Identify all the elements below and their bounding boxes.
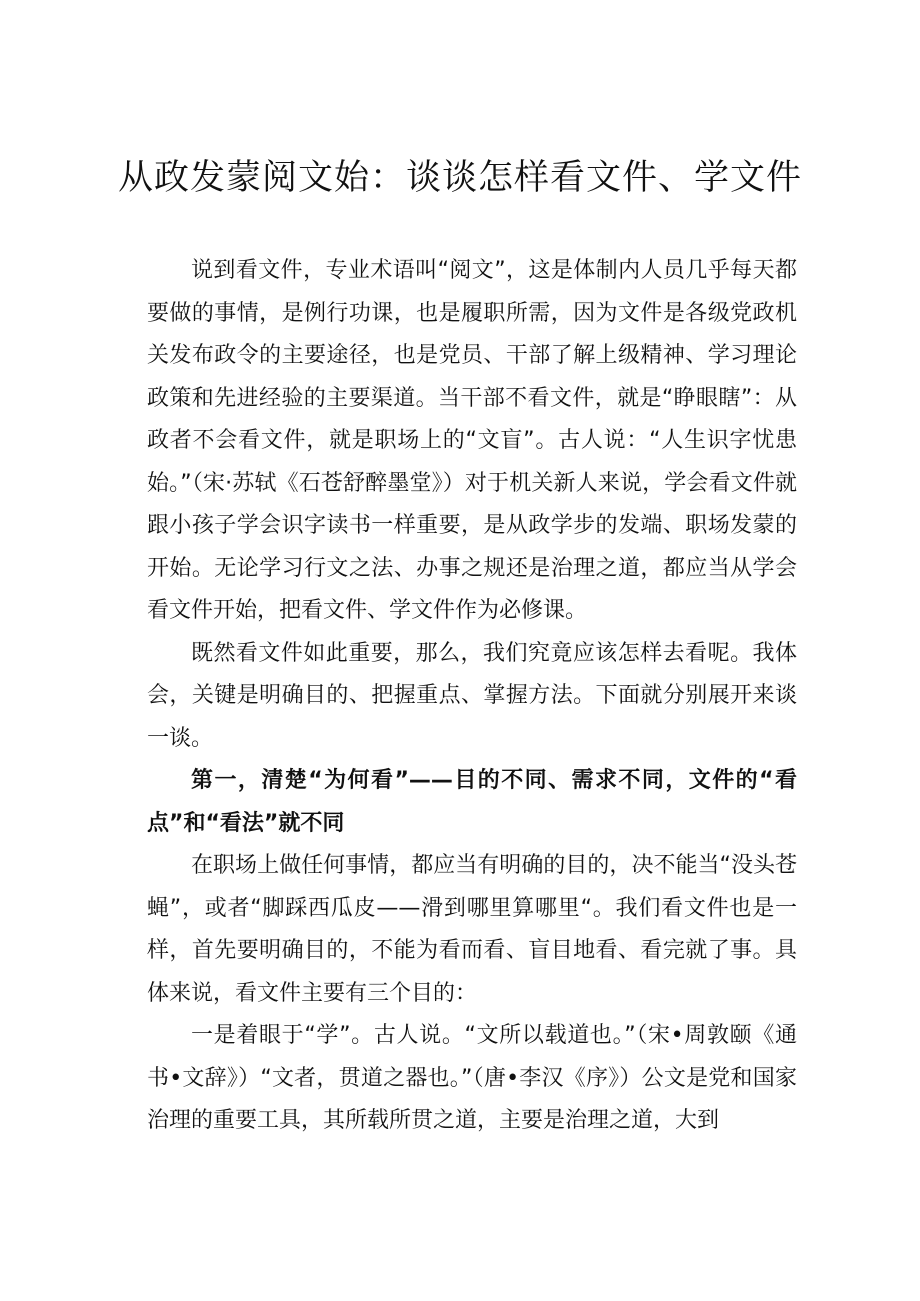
- paragraph-learn: 一是着眼于“学”。古人说。“文所以载道也。”（宋•周敦颐《通书•文辞》）“文者，贯道之器也。”（唐•李汉《序》）公文是党和国家治理的重要工具，其所载所贯之道，主要是治理之道，大到: [147, 1023, 797, 1133]
- document-body: [147, 250, 797, 1143]
- paragraph-intro: 说到看文件，专业术语叫“阅文”，这是体制内人员几乎每天都要做的事情，是例行功课，也是履职所需，因为文件是各级党政机关发布政令的主要途径，也是党员、干部了解上级精神、学习理论政策和先进经验的主要渠道。当干部不看文件，就是“睁眼瞎”：从政者不会看文件，就是职场上的“文盲”。古人说：“人生识字忧患始。”（宋·苏轼《石苍舒醉墨堂》）对于机关新人来说，学会看文件就跟小孩子学会识字读书一样重要，是从政学步的发端、职场发蒙的开始。无论学习行文之法、办事之规还是治理之道，都应当从学会看文件开始，把看文件、学文件作为必修课。: [147, 258, 797, 623]
- section-heading-first: 第一，清楚“为何看”——目的不同、需求不同，文件的“看点”和“看法”就不同: [147, 768, 797, 836]
- paragraph-approach: 既然看文件如此重要，那么，我们究竟应该怎样去看呢。我体会，关键是明确目的、把握重点、掌握方法。下面就分别展开来谈一谈。: [147, 640, 797, 751]
- paragraph-purpose: 在职场上做任何事情，都应当有明确的目的，决不能当“没头苍蝇”，或者“脚踩西瓜皮——滑到哪里算哪里“。我们看文件也是一样，首先要明确目的，不能为看而看、盲目地看、看完就了事。具体来说，看文件主要有三个目的：: [147, 853, 797, 1006]
- document-title: 从政发蒙阅文始：谈谈怎样看文件、学文件: [117, 158, 802, 198]
